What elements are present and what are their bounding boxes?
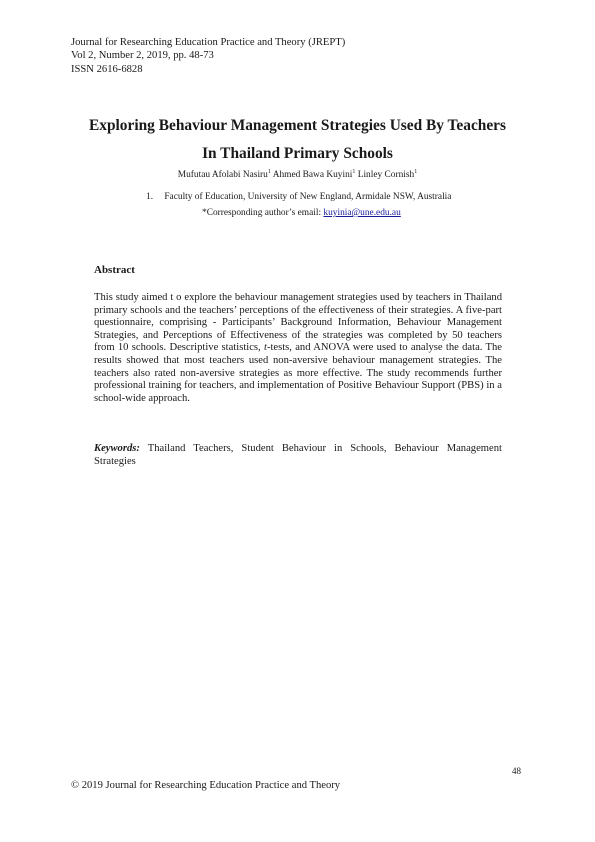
keywords (94, 443, 502, 468)
author-name: Ahmed Bawa Kuyini (272, 170, 353, 180)
journal-volume: Vol 2, Number 2, 2019, pp. 48-73 (71, 50, 214, 62)
affiliation (146, 192, 451, 202)
abstract-italic-t: t (263, 342, 267, 354)
corresponding-label: *Corresponding author’s email: (202, 208, 322, 218)
abstract-body (94, 292, 502, 405)
keywords-text: Thailand Teachers, Student Behaviour in Schools, Behaviour Management Strategies (94, 443, 502, 467)
author-affiliation-marker: 1 (414, 168, 418, 175)
author-affiliation-marker: 1 (352, 168, 356, 175)
paper-title-line-2: In Thailand Primary Schools (202, 145, 393, 162)
journal-issn: ISSN 2616-6828 (71, 63, 143, 75)
affiliation-text: Faculty of Education, University of New England, Armidale NSW, Australia (164, 192, 452, 202)
abstract-text-part-2: -tests, and ANOVA were used to analyse the data. The results showed that most teachers used non-aversive behaviour management strategies. The teachers also rated non-aversive strategies as more effective. The study recommends further professional training for teachers, and implementation of Positive Behaviour Support (PBS) in a school-wide approach. (94, 342, 502, 404)
author-name: Mufutau Afolabi Nasiru (177, 170, 268, 180)
corresponding-email-link[interactable]: kuyinia@une.edu.au (323, 208, 401, 218)
affiliation-number: 1. (146, 192, 154, 202)
paper-title-line-1: Exploring Behaviour Management Strategies Used By Teachers (89, 117, 506, 134)
page-number: 48 (512, 766, 521, 776)
keywords-label: Keywords: (94, 443, 140, 454)
author-affiliation-marker: 1 (267, 168, 271, 175)
corresponding-author (202, 208, 401, 218)
copyright-footer: © 2019 Journal for Researching Education Practice and Theory (71, 780, 341, 791)
journal-name: Journal for Researching Education Practice and Theory (JREPT) (71, 37, 346, 48)
abstract-text-part-1: This study aimed t o explore the behaviour management strategies used by teachers in Thailand primary schools and the teachers’ perceptions of the effectiveness of their strategies. A five-part questionnaire, comprising - Participants’ Background Information, Behaviour Management Strategies, and Perceptions of Effectiveness of the strategies was completed by 50 teachers from 10 schools. Descriptive statistics, (94, 292, 502, 354)
journal-header (71, 36, 345, 76)
abstract-heading: Abstract (94, 264, 135, 276)
author-list (0, 170, 595, 180)
author-name: Linley Cornish (357, 170, 415, 180)
